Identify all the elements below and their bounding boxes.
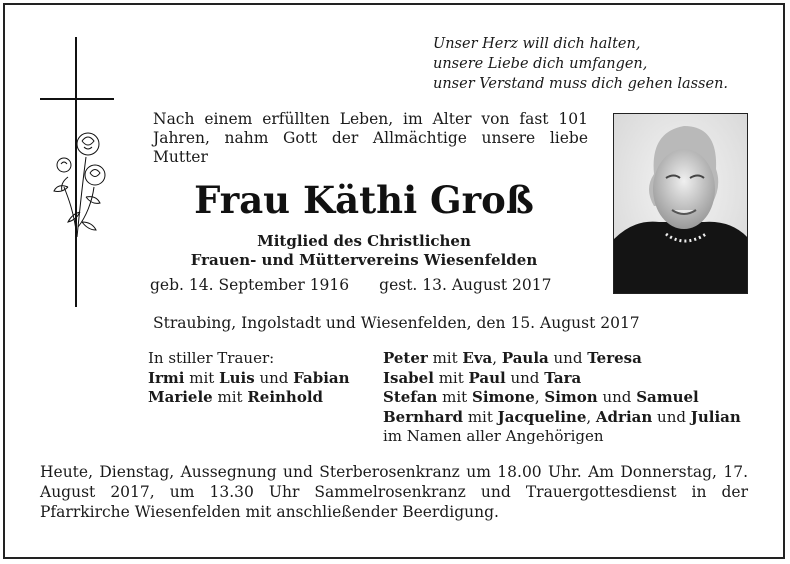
mourner-name: Mariele — [148, 388, 213, 406]
poem-line-1: Unser Herz will dich halten, — [433, 36, 641, 52]
membership-line-1: Mitglied des Christlichen — [257, 232, 471, 250]
mourner-name: Luis — [219, 368, 255, 387]
cross-with-roses-icon — [38, 37, 118, 307]
mourner-connector: und — [548, 349, 588, 367]
mourner-name: Paula — [501, 349, 549, 367]
membership-line-2: Frauen- und Müttervereins Wiesenfelden — [190, 251, 538, 269]
mourner-name: Peter — [383, 349, 428, 367]
mourner-name: Samuel — [636, 388, 699, 406]
poem — [433, 34, 728, 94]
mourner-name: Julian — [690, 407, 741, 426]
mourner-connector: , — [534, 388, 545, 406]
mourner-connector: mit — [427, 349, 463, 367]
mourners-left — [148, 349, 350, 408]
portrait-image — [614, 114, 748, 294]
mourner-line — [148, 349, 350, 369]
mourner-name: Bernhard — [383, 407, 464, 426]
life-dates — [150, 276, 552, 294]
mourner-connector: mit — [437, 388, 472, 406]
mourner-name: Fabian — [293, 368, 350, 387]
mourner-name: Isabel — [383, 368, 434, 387]
mourner-line — [383, 427, 741, 447]
mourner-connector: In stiller Trauer: — [148, 349, 275, 367]
portrait-photo — [613, 113, 748, 294]
mourner-connector: und — [652, 407, 691, 426]
place-date: Straubing, Ingolstadt und Wiesenfelden, den 15. August 2017 — [153, 314, 640, 332]
mourner-name: Irmi — [148, 368, 185, 387]
mourner-line — [383, 369, 741, 389]
mourner-line — [383, 408, 741, 428]
deceased-name: Frau Käthi Groß — [194, 178, 534, 222]
mourner-connector: mit — [184, 368, 220, 387]
mourner-connector: mit — [463, 407, 498, 426]
mourner-connector: und — [597, 388, 637, 406]
death-date: gest. 13. August 2017 — [379, 276, 552, 294]
mourner-name: Jacqueline — [497, 407, 587, 426]
service-info: Heute, Dienstag, Aussegnung und Sterberosenkranz um 18.00 Uhr. Am Donnerstag, 17. August 2017, um 13.30 Uhr Sammelrosenkranz und Trauergottesdienst in der Pfarrkirche Wiesenfelden mit anschließender Beerdigung. — [40, 463, 748, 521]
mourner-connector: im Namen aller Angehörigen — [383, 427, 604, 445]
mourners-right — [383, 349, 741, 447]
poem-line-2: unsere Liebe dich umfangen, — [433, 56, 648, 72]
mourner-name: Teresa — [587, 349, 642, 367]
mourner-name: Adrian — [595, 407, 653, 426]
mourner-connector: , — [586, 407, 596, 426]
mourner-connector: und — [254, 368, 294, 387]
mourner-line — [148, 388, 350, 408]
mourner-connector: mit — [212, 388, 248, 406]
mourner-name: Eva — [462, 349, 493, 367]
mourner-name: Tara — [544, 368, 582, 387]
poem-line-3: unser Verstand muss dich gehen lassen. — [433, 76, 729, 92]
membership — [150, 232, 578, 270]
mourner-line — [383, 349, 741, 369]
mourner-name: Stefan — [383, 388, 438, 406]
mourner-connector: und — [505, 368, 545, 387]
mourner-name: Paul — [468, 368, 506, 387]
mourner-line — [383, 388, 741, 408]
mourner-connector: , — [492, 349, 502, 367]
mourner-name: Simone — [471, 388, 535, 406]
birth-date: geb. 14. September 1916 — [150, 276, 350, 294]
mourner-name: Reinhold — [247, 388, 324, 406]
mourner-name: Simon — [544, 388, 598, 406]
mourner-connector: mit — [433, 368, 469, 387]
mourner-line — [148, 369, 350, 389]
intro-text: Nach einem erfüllten Leben, im Alter von fast 101 Jahren, nahm Gott der Allmächtige unsere liebe Mutter — [153, 110, 588, 166]
